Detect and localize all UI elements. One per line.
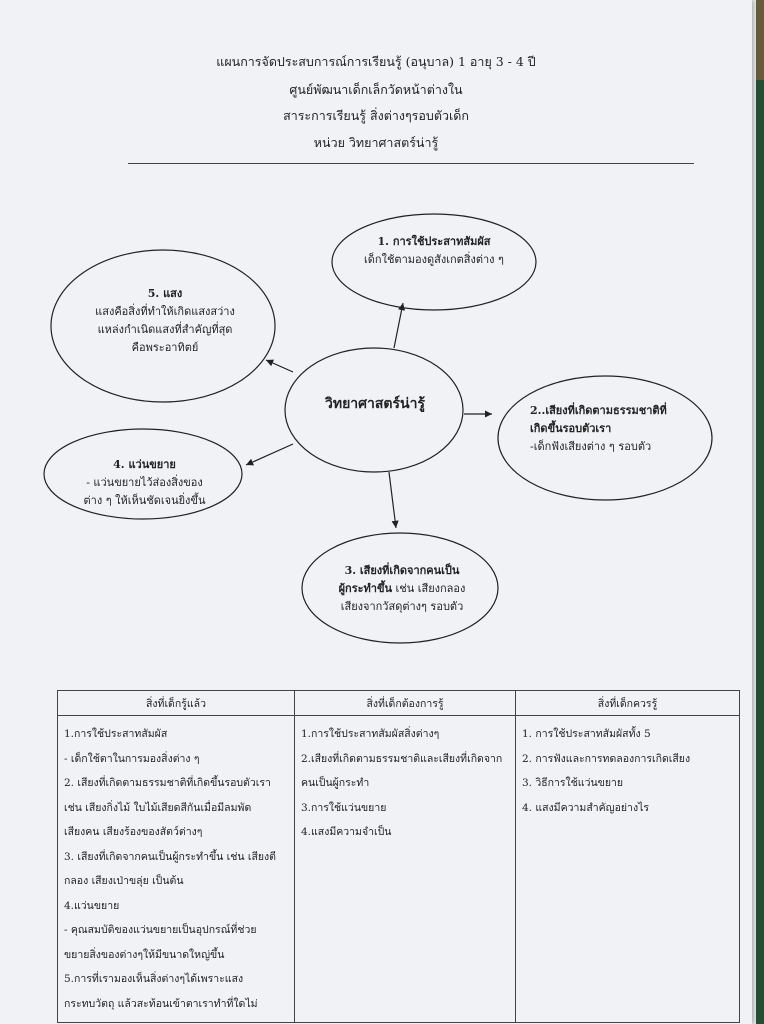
node-4-text — [62, 456, 227, 510]
table-cell-want — [295, 716, 516, 1023]
cell-line: ขยายสิ่งของต่างๆให้มีขนาดใหญ่ขึ้น — [64, 948, 225, 961]
cell-line: คนเป็นผู้กระทำ — [301, 777, 370, 789]
cell-line: 1.การใช้ประสาทสัมผัส — [64, 728, 168, 740]
cell-line: กลอง เสียงเป่าขลุ่ย เป็นต้น — [64, 875, 184, 887]
node-3-text — [322, 562, 482, 616]
node-5-line-3: คือพระอาทิตย์ — [131, 341, 199, 354]
node-1-title: 1. การใช้ประสาทสัมผัส — [377, 235, 491, 248]
node-5-line-1: แสงคือสิ่งที่ทำให้เกิดแสงสว่าง — [95, 305, 235, 318]
cell-line: 2.เสียงที่เกิดตามธรรมชาติและเสียงที่เกิดจาก — [301, 752, 503, 765]
table-cell-should — [516, 716, 740, 1023]
cell-line: 4.แสงมีความจำเป็น — [301, 826, 392, 838]
cell-line: 5.การที่เรามองเห็นสิ่งต่างๆได้เพราะแสง — [64, 973, 244, 985]
cell-line: 2. เสียงที่เกิดตามธรรมชาติที่เกิดขึ้นรอบตัวเรา — [64, 777, 271, 789]
table-row — [58, 716, 740, 1023]
doc-title-line4: หน่วย วิทยาศาสตร์น่ารู้ — [313, 135, 439, 150]
cell-line: กระทบวัตถุ แล้วสะท้อนเข้าตาเราทำที่ใดไม่ — [64, 997, 258, 1010]
node-3-title: 3. เสียงที่เกิดจากคนเป็น — [344, 564, 460, 577]
arrow-to-node-3 — [389, 472, 396, 528]
node-5-text — [70, 285, 260, 357]
center-node-label: วิทยาศาสตร์น่ารู้ — [324, 396, 425, 412]
node-2-text — [530, 402, 690, 456]
doc-title-line2: ศูนย์พัฒนาเด็กเล็กวัดหน้าต่างใน — [289, 82, 463, 97]
arrow-to-node-5 — [266, 360, 293, 372]
table-header: สิ่งที่เด็กควรรู้ — [516, 691, 740, 716]
node-3-title-2: ผู้กระทำขึ้น — [338, 582, 392, 595]
cell-line: - คุณสมบัติของแว่นขยายเป็นอุปกรณ์ที่ช่วย — [64, 924, 257, 936]
node-2-title: 2..เสียงที่เกิดตามธรรมชาติที่ — [530, 404, 667, 417]
node-1-text — [338, 233, 530, 269]
arrow-to-node-4 — [246, 444, 293, 465]
table-header-row — [58, 691, 740, 716]
cell-line: เสียงคน เสียงร้องของสัตว์ต่างๆ — [64, 826, 203, 838]
table-cell-known — [58, 716, 295, 1023]
node-3-line-1: เช่น เสียงกลอง — [395, 582, 466, 595]
node-5-line-2: แหล่งกำเนิดแสงที่สำคัญที่สุด — [97, 323, 233, 336]
node-2-line: -เด็กฟังเสียงต่าง ๆ รอบตัว — [530, 440, 652, 453]
cell-line: 3. เสียงที่เกิดจากคนเป็นผู้กระทำขึ้น เช่น เสียงตี — [64, 850, 276, 863]
node-4-title: 4. แว่นขยาย — [113, 458, 176, 471]
cell-line: 4.แว่นขยาย — [64, 899, 120, 912]
cell-line: - เด็กใช้ตาในการมองสิ่งต่าง ๆ — [64, 752, 200, 765]
table-header: สิ่งที่เด็กรู้แล้ว — [58, 691, 295, 716]
cell-line: 3.การใช้แว่นขยาย — [301, 801, 387, 814]
doc-title-line1: แผนการจัดประสบการณ์การเรียนรู้ (อนุบาล) 1 อายุ 3 - 4 ปี — [216, 54, 536, 69]
node-4-line-2: ต่าง ๆ ให้เห็นชัดเจนยิ่งขึ้น — [83, 494, 206, 507]
doc-title-line3: สาระการเรียนรู้ สิ่งต่างๆรอบตัวเด็ก — [283, 108, 469, 123]
arrow-to-node-1 — [394, 303, 403, 348]
node-5-title: 5. แสง — [147, 287, 183, 300]
cell-line: 3. วิธีการใช้แว่นขยาย — [522, 777, 624, 789]
cell-line: 2. การฟังและการทดลองการเกิดเสียง — [522, 752, 691, 765]
cell-line: 4. แสงมีความสำคัญอย่างไร — [522, 801, 649, 814]
table-header: สิ่งที่เด็กต้องการรู้ — [295, 691, 516, 716]
learning-table — [57, 690, 740, 1023]
node-3-line-2: เสียงจากวัสดุต่างๆ รอบตัว — [340, 600, 464, 613]
node-2-title-2: เกิดขึ้นรอบตัวเรา — [530, 422, 612, 435]
cell-line: 1. การใช้ประสาทสัมผัสทั้ง 5 — [522, 728, 651, 740]
node-1-line: เด็กใช้ตามองดูสังเกตสิ่งต่าง ๆ — [364, 253, 504, 266]
cell-line: 1.การใช้ประสาทสัมผัสสิ่งต่างๆ — [301, 728, 440, 740]
node-4-line-1: - แว่นขยายไว้ส่องสิ่งของ — [86, 476, 203, 489]
cell-line: เช่น เสียงกิ่งไม้ ใบไม้เสียดสีกันเมื่อมีลมพัด — [64, 801, 252, 814]
